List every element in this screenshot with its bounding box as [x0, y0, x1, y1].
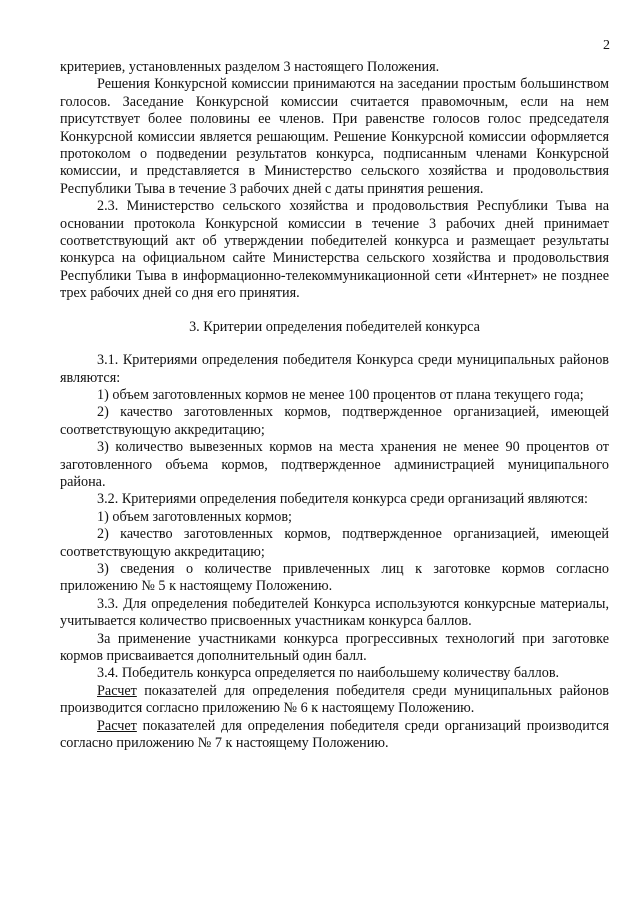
list-item: 3) количество вывезенных кормов на места хранения не менее 90 процентов от заготовленного объема кормов, подтвержденное администрацией муниципального района.: [60, 439, 609, 490]
paragraph: 3.2. Критериями определения победителя конкурса среди организаций являются:: [97, 491, 588, 508]
paragraph-text: показателей для определения победителя среди организаций производится согласно приложению № 7 к настоящему Положению.: [60, 717, 609, 752]
paragraph: [60, 718, 609, 753]
paragraph: 3.1. Критериями определения победителя Конкурса среди муниципальных районов являются:: [60, 352, 609, 386]
list-item: 2) качество заготовленных кормов, подтвержденное организацией, имеющей соответствующую аккредитацию;: [60, 404, 609, 438]
page-number: 2: [603, 38, 610, 53]
paragraph: 3.4. Победитель конкурса определяется по наибольшему количеству баллов.: [97, 665, 560, 682]
paragraph: За применение участниками конкурса прогрессивных технологий при заготовке кормов присваивается дополнительный один балл.: [60, 630, 609, 664]
list-item: 3) сведения о количестве привлеченных лиц к заготовке кормов согласно приложению № 5 к настоящему Положению.: [60, 560, 609, 595]
paragraph: 2.3. Министерство сельского хозяйства и продовольствия Республики Тыва на основании протокола Конкурсной комиссии в течение 3 рабочих дней принимает соответствующий акт об утверждении победителей конкурса и размещает результаты конкурса на официальном сайте Министерства сельского хозяйства и продовольствия Республики Тыва в информационно-телекоммуникационной сети «Интернет» не позднее трех рабочих дней со дня его принятия.: [60, 198, 609, 302]
paragraph: критериев, установленных разделом 3 настоящего Положения.: [60, 59, 440, 75]
paragraph: 3.3. Для определения победителей Конкурса используются конкурсные материалы, учитывается количество присвоенных участникам конкурса баллов.: [60, 595, 609, 630]
calc-link[interactable]: Расчет: [97, 717, 137, 734]
paragraph: Решения Конкурсной комиссии принимаются на заседании простым большинством голосов. Заседание Конкурсной комиссии считается правомочным, если на нем присутствует более половины ее членов. При равенстве голосов голос председателя Конкурсной комиссии является решающим. Решение Конкурсной комиссии оформляется протоколом о подведении результатов конкурса, подписанным членами Конкурсной комиссии, и представляется в Министерство сельского хозяйства и продовольствия Республики Тыва в течение 3 рабочих дней с даты принятия решения.: [60, 76, 609, 197]
list-item: 1) объем заготовленных кормов не менее 100 процентов от плана текущего года;: [97, 386, 584, 403]
document-body: [60, 59, 609, 752]
section-heading: 3. Критерии определения победителей конкурса: [189, 318, 480, 335]
list-item: 2) качество заготовленных кормов, подтвержденное организацией, имеющей соответствующую аккредитацию;: [60, 526, 609, 560]
paragraph: [60, 683, 609, 718]
calc-link[interactable]: Расчет: [97, 682, 137, 699]
list-item: 1) объем заготовленных кормов;: [97, 508, 292, 525]
paragraph-text: показателей для определения победителя среди муниципальных районов производится согласно приложению № 6 к настоящему Положению.: [60, 682, 609, 717]
